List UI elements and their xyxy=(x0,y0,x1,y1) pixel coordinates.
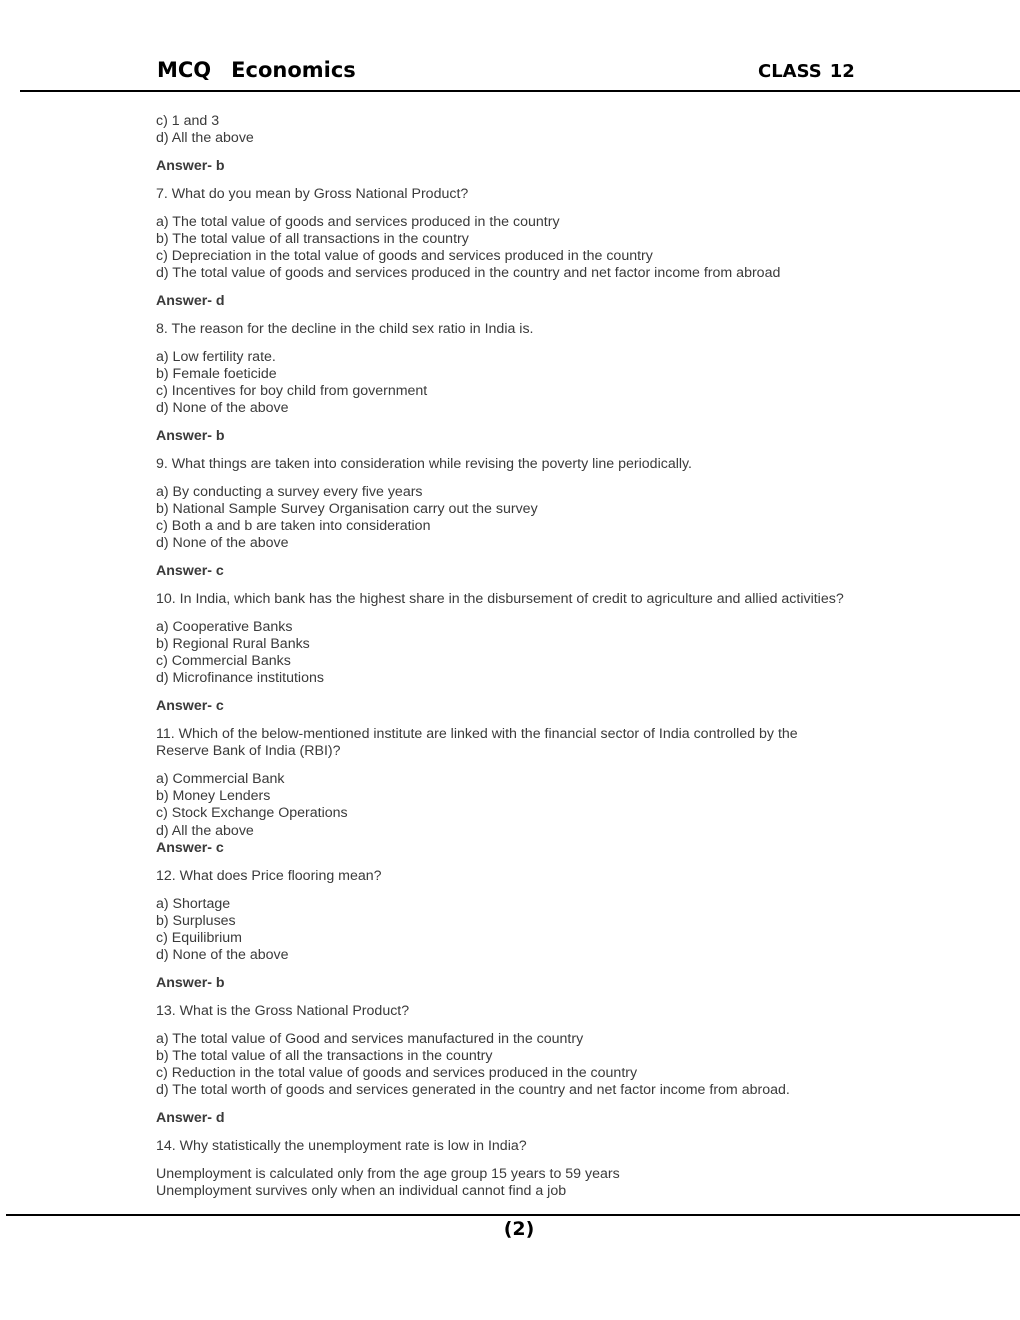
options-12 xyxy=(156,896,916,964)
question-11 xyxy=(156,726,916,760)
option: d) None of the above xyxy=(156,535,289,552)
option: d) The total worth of goods and services generated in the country and net factor income from abroad. xyxy=(156,1082,790,1099)
page-number: (2) xyxy=(503,1218,535,1240)
option: a) Cooperative Banks xyxy=(156,619,293,636)
subject-prefix: MCQ xyxy=(157,58,212,82)
option: a) Commercial Bank xyxy=(156,771,285,788)
question-10: 10. In India, which bank has the highest share in the disbursement of credit to agriculture and allied activities? xyxy=(156,590,844,607)
options-9 xyxy=(156,484,916,552)
answer-10: Answer- c xyxy=(156,697,224,714)
option: a) By conducting a survey every five years xyxy=(156,484,423,500)
footer-divider xyxy=(6,1214,1020,1216)
option: b) Female foeticide xyxy=(156,366,277,383)
answer-13: Answer- d xyxy=(156,1109,225,1126)
document-title xyxy=(157,58,356,82)
header-divider xyxy=(20,90,1020,92)
option: d) Microfinance institutions xyxy=(156,670,324,687)
option: b) Regional Rural Banks xyxy=(156,636,310,653)
lead-options xyxy=(156,113,916,147)
answer-12: Answer- b xyxy=(156,974,225,991)
option: d) None of the above xyxy=(156,947,289,964)
option: a) The total value of Good and services manufactured in the country xyxy=(156,1030,584,1047)
answer-9: Answer- c xyxy=(156,562,224,579)
option: a) Low fertility rate. xyxy=(156,348,276,365)
question-line: 11. Which of the below-mentioned institute are linked with the financial sector of India controlled by the xyxy=(156,726,798,743)
question-12: 12. What does Price flooring mean? xyxy=(156,867,382,884)
options-10 xyxy=(156,619,916,687)
option: d) The total value of goods and services produced in the country and net factor income from abroad xyxy=(156,265,781,282)
option: c) Depreciation in the total value of goods and services produced in the country xyxy=(156,248,653,265)
option: b) National Sample Survey Organisation carry out the survey xyxy=(156,501,538,518)
question-7: 7. What do you mean by Gross National Product? xyxy=(156,185,469,202)
option: b) Surpluses xyxy=(156,912,236,929)
option: c) Reduction in the total value of goods and services produced in the country xyxy=(156,1065,638,1082)
option: c) Equilibrium xyxy=(156,929,242,946)
option: c) Incentives for boy child from government xyxy=(156,383,428,400)
option: b) The total value of all transactions in the country xyxy=(156,230,469,247)
answer-11: Answer- c xyxy=(156,839,224,856)
options-13 xyxy=(156,1031,916,1099)
question-13: 13. What is the Gross National Product? xyxy=(156,1002,410,1019)
question-14: 14. Why statistically the unemployment rate is low in India? xyxy=(156,1137,527,1154)
answer: Answer- b xyxy=(156,157,225,174)
option: Unemployment survives only when an individual cannot find a job xyxy=(156,1183,567,1199)
option: c) Both a and b are taken into consideration xyxy=(156,518,431,535)
option: Unemployment is calculated only from the age group 15 years to 59 years xyxy=(156,1165,620,1182)
question-list xyxy=(156,113,916,1200)
options-8 xyxy=(156,349,916,417)
options-11 xyxy=(156,771,916,839)
question-9: 9. What things are taken into consideration while revising the poverty line periodically. xyxy=(156,455,692,472)
answer-8: Answer- b xyxy=(156,427,225,444)
subject-name: Economics xyxy=(231,58,356,82)
option: d) All the above xyxy=(156,822,254,839)
option: b) The total value of all the transactions in the country xyxy=(156,1047,493,1064)
option: a) The total value of goods and services produced in the country xyxy=(156,213,560,230)
option: d) None of the above xyxy=(156,400,289,417)
answer-7: Answer- d xyxy=(156,292,225,309)
option: d) All the above xyxy=(156,130,254,147)
class-text: CLASS xyxy=(758,61,822,82)
class-number: 12 xyxy=(829,61,855,82)
question-8: 8. The reason for the decline in the child sex ratio in India is. xyxy=(156,320,534,337)
option: c) Commercial Banks xyxy=(156,653,291,670)
option: a) Shortage xyxy=(156,895,231,912)
question-line: Reserve Bank of India (RBI)? xyxy=(156,743,341,760)
option: c) 1 and 3 xyxy=(156,113,220,129)
option: c) Stock Exchange Operations xyxy=(156,805,348,822)
options-14 xyxy=(156,1166,916,1200)
class-label xyxy=(758,61,855,82)
option: b) Money Lenders xyxy=(156,788,271,805)
options-7 xyxy=(156,214,916,282)
